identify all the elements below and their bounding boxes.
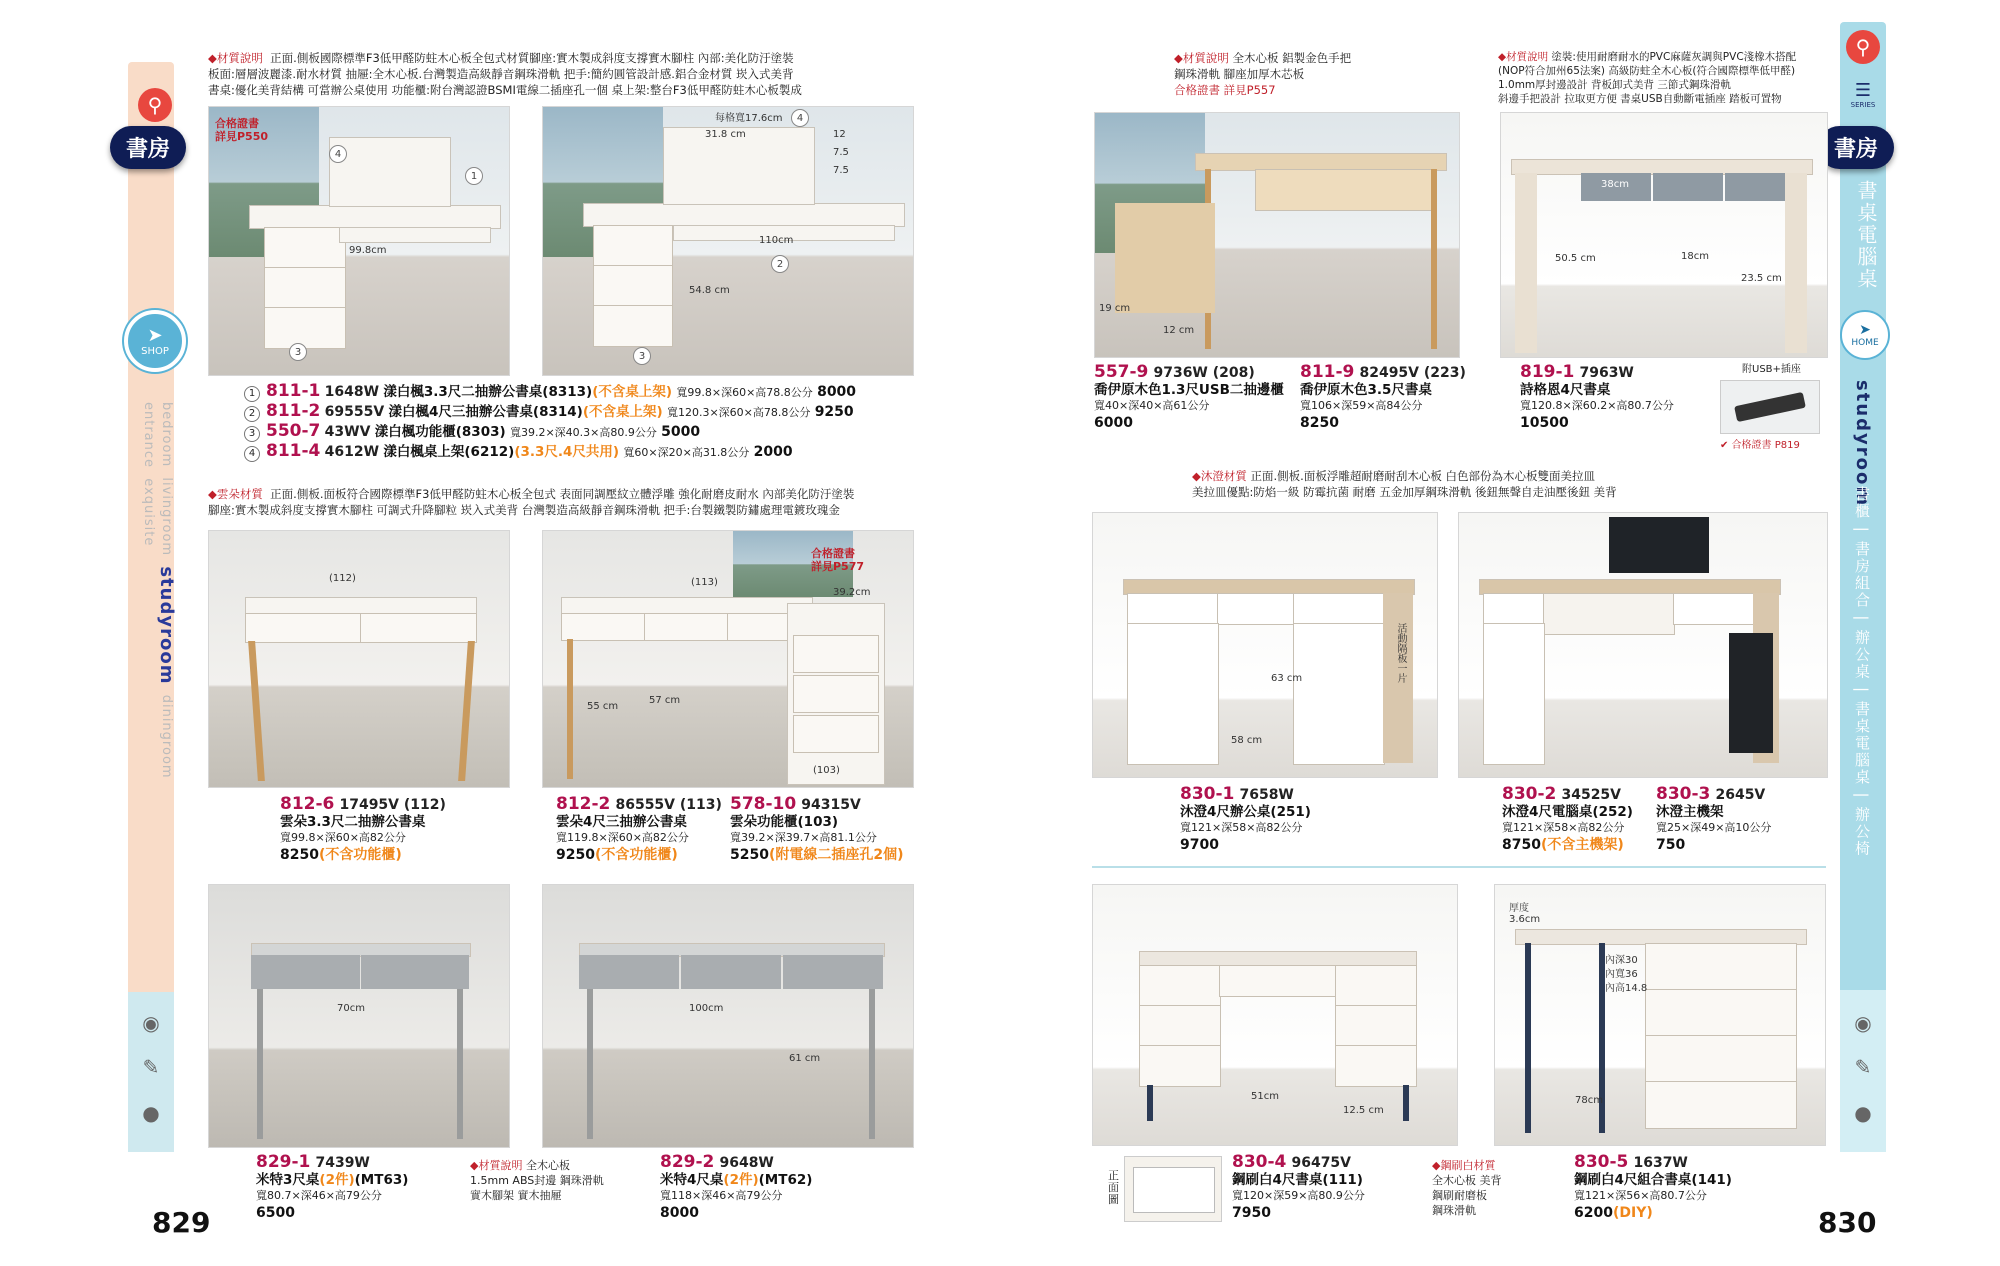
product-spec: 寬99.8×深60×高78.8公分 (676, 386, 813, 399)
product-code: 812-6 (280, 794, 335, 814)
product-spec: 寬121×深58×高82公分 (1180, 821, 1303, 834)
left-mid-description: ◆雲朵材質 正面.側板.面板符合國際標準F3低甲醛防蛀木心板全包式 表面同調壓紋立體浮雕 強化耐磨皮耐水 內部美化防汙塗裝 腳座:實木製成斜度支撐實木腳柱 可調式升降腳粒 崁入式美背 台灣製造高級靜音鋼珠滑軌 把手:台製鐵製防鏽處理電鍍玫瑰金 (208, 487, 855, 517)
product-item (280, 796, 446, 863)
product-item (1232, 1154, 1365, 1221)
product-header (256, 1154, 408, 1171)
camera-icon-right[interactable]: ◉ (1854, 1011, 1872, 1035)
product-price: 750 (1656, 837, 1686, 853)
dim-label: 活動隔板一片 (1395, 623, 1406, 683)
product-price-line (1180, 836, 1311, 853)
dim-label: 7.5 (833, 147, 849, 158)
product-note: (不含功能櫃) (318, 847, 402, 863)
dim-label: 7.5 (833, 165, 849, 176)
product-price-line (660, 1204, 812, 1221)
product-code: 812-2 (556, 794, 611, 814)
desk-photo-830-1 (1092, 512, 1438, 778)
left-top-description: ◆材質說明 正面.側板國際標準F3低甲醛防蛀木心板全包式材質腳座:實木製成斜度支撐實木腳柱 內部:美化防汙塗裝 板面:層層波麗漆.耐水材質 抽屜:全木心板.台灣製造高級靜音鋼珠滑軌 把手:簡約圓管設計感.鋁合金材質 崁入式美背 書桌:優化美背結構 可當辦公桌使用 功能櫃:附台灣認證BSMI電線二插座孔一個 桌上架:整台F3低甲醛防蛀木心板製成 (208, 51, 802, 97)
shop-label: SHOP (141, 346, 169, 357)
dim-label: 19 cm (1099, 303, 1131, 314)
dim-label: 70cm (337, 1003, 365, 1014)
product-note: (不含主機架) (1540, 837, 1624, 853)
product-item (1574, 1154, 1732, 1221)
product-price-line (1520, 414, 1674, 431)
product-header (1094, 364, 1284, 381)
product-item (1656, 786, 1771, 853)
dim-label: (112) (329, 573, 356, 584)
product-header (660, 1154, 812, 1171)
product-price: 8000 (660, 1205, 699, 1221)
left-room-nav (141, 402, 177, 802)
product-price: 6000 (1094, 415, 1133, 431)
dim-label: 18cm (1681, 251, 1709, 262)
dim-label: 110cm (759, 235, 794, 246)
edit-icon-right[interactable]: ✎ (1854, 1055, 1872, 1079)
dim-label: 63 cm (1271, 673, 1303, 684)
product-item (556, 796, 722, 863)
product-name-line (256, 1171, 408, 1188)
product-name: 米特4尺桌 (660, 1172, 724, 1188)
product-name: 沐澄4尺辦公桌(251) (1180, 804, 1311, 820)
microphone-icon[interactable]: ● (142, 1101, 160, 1125)
nav-diningroom[interactable]: diningroom (159, 694, 174, 779)
product-spec: 寬120×深59×高80.9公分 (1232, 1189, 1365, 1202)
desk-photo-811-1: 4 1 3 合格證書 詳見P550 99.8cm (208, 106, 510, 376)
right-mid-description: ◆沐澄材質 正面.側板.面板浮雕超耐磨耐刮木心板 白色部份為木心板雙面美拉皿 美拉皿優點:防焰一級 防霉抗菌 耐磨 五金加厚鋼珠滑軌 後鈕無聲自走油壓後鈕 美背 (1192, 469, 1617, 499)
dim-label: 38cm (1601, 179, 1629, 190)
product-model: 94315V (801, 797, 861, 813)
dim-label: (113) (691, 577, 718, 588)
product-name: 沐澄4尺電腦桌(252) (1502, 804, 1633, 820)
product-name: 米特3尺桌 (256, 1172, 320, 1188)
desk-photo-812-2 (542, 530, 914, 788)
home-button[interactable] (1840, 310, 1890, 360)
product-item (1520, 364, 1674, 431)
product-note: (3.3尺.4尺共用) (514, 444, 620, 460)
product-model: 9648W (719, 1155, 774, 1171)
dim-label: 61 cm (789, 1053, 821, 1064)
product-name: 喬伊原木色1.3尺USB二抽邊櫃 (1094, 382, 1284, 398)
product-name-line (1094, 381, 1284, 398)
product-model: 1637W (1633, 1155, 1688, 1171)
search-icon[interactable]: ⚲ (138, 88, 172, 122)
product-spec: 寬39.2×深40.3×高80.9公分 (509, 426, 657, 439)
product-name-line (1520, 381, 1674, 398)
dim-label: 12 (833, 129, 846, 140)
product-list-row (244, 382, 856, 402)
product-code: 811-2 (266, 401, 321, 421)
desk-photo-819-1 (1500, 112, 1828, 358)
product-header (1502, 786, 1633, 803)
page-number-right: 830 (1818, 1206, 1877, 1239)
front-view-label: 正面圖 (1108, 1169, 1119, 1206)
dim-label: 55 cm (587, 701, 619, 712)
cert-badge-811: 合格證書 詳見P550 (215, 117, 269, 143)
product-spec: 寬80.7×深46×高79公分 (256, 1189, 382, 1202)
dim-label: 39.2cm (833, 587, 871, 598)
product-code: 829-1 (256, 1152, 311, 1172)
product-spec: 寬60×深20×高31.8公分 (623, 446, 750, 459)
right-nav-list[interactable]: 書櫃 | 書房組合 | 辦公桌 | 書桌電腦桌 | 辦公椅 (1853, 486, 1871, 858)
row-number: 3 (244, 426, 260, 442)
product-header (1300, 364, 1466, 381)
product-price: 6200 (1574, 1205, 1613, 1221)
product-model-code: (MT62) (758, 1172, 813, 1188)
product-name-line (1574, 1171, 1732, 1188)
section-divider (1092, 866, 1826, 868)
product-price-line (1300, 414, 1466, 431)
pin-icon: ➤ (1859, 322, 1871, 338)
product-code: 811-4 (266, 441, 321, 461)
product-item (1094, 364, 1284, 431)
product-price-line (280, 846, 446, 863)
product-name: 沐澄主機架 (1656, 804, 1724, 820)
desk-photo-830-2 (1458, 512, 1828, 778)
right-section-tab[interactable]: 書房 (1818, 126, 1894, 169)
product-code: 830-3 (1656, 784, 1711, 804)
product-model: 2645V (1715, 787, 1766, 803)
menu-icon[interactable]: ☰ SERIES (1850, 80, 1876, 109)
dim-label: 58 cm (1231, 735, 1263, 746)
product-spec: 寬40×深40×高61公分 (1094, 399, 1210, 412)
product-spec: 寬120.8×深60.2×高80.7公分 (1520, 399, 1674, 412)
product-code: 830-1 (1180, 784, 1235, 804)
product-name: 鋼刷白4尺書桌(111) (1232, 1172, 1363, 1188)
desk-photo-557-9 (1094, 112, 1460, 358)
product-item (1502, 786, 1633, 853)
product-header (1656, 786, 1771, 803)
product-note: (不含功能櫃) (594, 847, 678, 863)
dim-label: 31.8 cm (705, 129, 746, 140)
product-name: 雲朵4尺三抽辦公書桌 (556, 814, 687, 830)
product-name: 雲朵功能櫃(103) (730, 814, 839, 830)
product-model: 86555V (113) (615, 797, 722, 813)
product-model: 69555V (324, 404, 385, 420)
product-list-row (244, 402, 854, 422)
product-name: 雲朵3.3尺二抽辦公書桌 (280, 814, 426, 830)
dim-label: 100cm (689, 1003, 724, 1014)
product-name-line (730, 813, 904, 830)
product-code: 819-1 (1520, 362, 1575, 382)
product-name: 詩格恩4尺書桌 (1520, 382, 1611, 398)
dim-label: 內深30 (1605, 955, 1638, 966)
product-price: 5000 (661, 424, 701, 440)
dim-label: 內寬36 (1605, 969, 1638, 980)
product-model: 17495V (112) (339, 797, 446, 813)
product-model: 9736W (208) (1153, 365, 1255, 381)
row-number: 1 (244, 386, 260, 402)
product-name-line (280, 813, 446, 830)
usb-label: 附USB+插座 (1742, 364, 1801, 375)
product-name-line (1656, 803, 1771, 820)
product-model: 7963W (1579, 365, 1634, 381)
product-header (730, 796, 904, 813)
product-price: 8000 (817, 384, 857, 400)
product-price-line (256, 1204, 408, 1221)
socket-icon (1734, 392, 1806, 422)
product-model: 34525V (1561, 787, 1622, 803)
product-code: 829-2 (660, 1152, 715, 1172)
dim-label: 12.5 cm (1343, 1105, 1384, 1116)
product-name: 鋼刷白4尺組合書桌(141) (1574, 1172, 1732, 1188)
cert-badge-812: 合格證書 詳見P577 (811, 547, 865, 573)
edit-icon[interactable]: ✎ (142, 1055, 160, 1079)
desk-photo-812-6 (208, 530, 510, 788)
right-top-description-1: ◆材質說明 全木心板 鋁製金色手把 鋼珠滑軌 腳座加厚木芯板 合格證書 詳見P557 (1174, 51, 1352, 97)
product-price-line (730, 846, 904, 863)
dim-label: 50.5 cm (1555, 253, 1596, 264)
left-mid-desc-label: ◆雲朵材質 (208, 487, 263, 501)
left-bottom-description: ◆材質說明 全木心板 1.5mm ABS封邊 鋼珠滑軌 實木腳架 實木抽屜 (470, 1159, 604, 1202)
product-model: 7658W (1239, 787, 1294, 803)
product-code: 550-7 (266, 421, 321, 441)
product-name: 漾白楓4尺三抽辦公書桌(8314) (388, 404, 583, 420)
product-spec: 寬119.8×深60×高82公分 (556, 831, 689, 844)
product-name: 漾白楓桌上架(6212) (383, 444, 515, 460)
product-name: 漾白楓3.3尺二抽辦公書桌(8313) (383, 384, 593, 400)
product-model: 7439W (315, 1155, 370, 1171)
monitor (1609, 517, 1709, 573)
product-model: 1648W (324, 384, 380, 400)
product-note: (DIY) (1612, 1205, 1653, 1221)
dim-label: 54.8 cm (689, 285, 730, 296)
product-name-line (1232, 1171, 1365, 1188)
product-item (660, 1154, 812, 1221)
product-code: 830-4 (1232, 1152, 1287, 1172)
nav-bedroom[interactable]: bedroom (159, 402, 174, 468)
product-price: 5250 (730, 847, 769, 863)
right-vertical-title: 書桌電腦桌 (1854, 180, 1878, 290)
product-model: 82495V (223) (1359, 365, 1466, 381)
product-spec: 寬118×深46×高79公分 (660, 1189, 783, 1202)
left-top-desc-label: ◆材質說明 (208, 51, 263, 65)
dim-label: 內高14.8 (1605, 983, 1648, 994)
desk-photo-829-1 (208, 884, 510, 1148)
product-price: 8250 (1300, 415, 1339, 431)
product-name-line (1300, 381, 1466, 398)
series-label: SERIES (1850, 101, 1876, 109)
product-price-line (1094, 414, 1284, 431)
product-price-line (1574, 1204, 1732, 1221)
product-code: 578-10 (730, 794, 797, 814)
product-note: (附電線二插座孔2個) (768, 847, 904, 863)
camera-icon[interactable]: ◉ (142, 1011, 160, 1035)
product-name-line (1502, 803, 1633, 820)
product-price-line (1656, 836, 1771, 853)
pc-tower (1729, 633, 1773, 753)
product-name-line (1180, 803, 1311, 820)
product-header (556, 796, 722, 813)
dim-label: 12 cm (1163, 325, 1195, 336)
desk-photo-830-5 (1494, 884, 1826, 1146)
home-label: HOME (1851, 338, 1879, 348)
product-price: 8750 (1502, 837, 1541, 853)
right-nav-active[interactable]: studyroom (1852, 380, 1873, 508)
product-name-line (660, 1171, 812, 1188)
product-price: 10500 (1520, 415, 1569, 431)
product-spec: 寬39.2×深39.7×高81.1公分 (730, 831, 877, 844)
product-model: 4612W (324, 444, 380, 460)
product-note: (不含桌上架) (582, 404, 663, 420)
product-spec: 寬121×深56×高80.7公分 (1574, 1189, 1707, 1202)
dim-label: 23.5 cm (1741, 273, 1782, 284)
desk-photo-830-4 (1092, 884, 1458, 1146)
product-price-line (1502, 836, 1633, 853)
product-header (1232, 1154, 1365, 1171)
product-spec: 寬99.8×深60×高82公分 (280, 831, 406, 844)
product-item (1180, 786, 1311, 853)
product-item (1300, 364, 1466, 431)
product-spec: 寬121×深58×高82公分 (1502, 821, 1625, 834)
product-price: 9700 (1180, 837, 1219, 853)
product-list-row (244, 442, 793, 462)
paper-plane-icon: ➤ (147, 325, 163, 346)
nav-entrance[interactable]: entrance (141, 402, 156, 469)
dim-label: 51cm (1251, 1091, 1279, 1102)
dim-label: 每格寬17.6cm (715, 113, 783, 124)
product-name: 喬伊原木色3.5尺書桌 (1300, 382, 1432, 398)
product-price-line (556, 846, 722, 863)
product-price: 2000 (753, 444, 793, 460)
product-price-line (1232, 1204, 1365, 1221)
product-name-line (556, 813, 722, 830)
right-bottom-description: ◆鋼刷白材質 全木心板 美背 鋼刷耐磨板 鋼珠滑軌 (1432, 1159, 1502, 1217)
nav-livingroom[interactable]: livingroom (159, 477, 174, 557)
desk-photo-829-2 (542, 884, 914, 1148)
cert-badge-819: ✔ 合格證書 P819 (1720, 440, 1800, 451)
left-section-tab[interactable]: 書房 (110, 126, 186, 169)
desk-photo-811-2: 4 2 3 每格寬17.6cm 31.8 cm 12 7.5 7.5 110cm 54.8 cm (542, 106, 914, 376)
dim-label: 57 cm (649, 695, 681, 706)
product-code: 830-5 (1574, 1152, 1629, 1172)
product-spec: 寬106×深59×高84公分 (1300, 399, 1423, 412)
product-code: 557-9 (1094, 362, 1149, 382)
product-price: 9250 (814, 404, 854, 420)
product-model: 96475V (1291, 1155, 1352, 1171)
product-item (256, 1154, 408, 1221)
product-model: 43WV (324, 424, 371, 440)
product-spec: 寬120.3×深60×高78.8公分 (666, 406, 811, 419)
page-number-left: 829 (152, 1206, 211, 1239)
usb-socket-photo (1720, 380, 1820, 434)
product-note: (2件) (723, 1172, 759, 1188)
product-model-code: (MT63) (354, 1172, 409, 1188)
product-name: 漾白楓功能櫃(8303) (374, 424, 506, 440)
dim-label: (103) (813, 765, 840, 776)
product-note: (不含桌上架) (592, 384, 673, 400)
product-spec: 寬25×深49×高10公分 (1656, 821, 1772, 834)
product-price: 6500 (256, 1205, 295, 1221)
row-number: 2 (244, 406, 260, 422)
product-item (730, 796, 904, 863)
product-price: 8250 (280, 847, 319, 863)
product-code: 811-9 (1300, 362, 1355, 382)
product-header (1574, 1154, 1732, 1171)
product-price: 9250 (556, 847, 595, 863)
row-number: 4 (244, 446, 260, 462)
product-price: 7950 (1232, 1205, 1271, 1221)
shop-button[interactable] (124, 310, 186, 372)
product-note: (2件) (319, 1172, 355, 1188)
product-header (1520, 364, 1674, 381)
nav-exquisite[interactable]: exquisite (141, 478, 156, 547)
dim-label: 99.8cm (349, 245, 387, 256)
nav-studyroom[interactable]: studyroom (156, 566, 177, 685)
front-view-photo (1124, 1156, 1222, 1222)
search-icon-right[interactable]: ⚲ (1846, 30, 1880, 64)
product-header (280, 796, 446, 813)
dim-label: 78cm (1575, 1095, 1603, 1106)
product-code: 811-1 (266, 381, 321, 401)
microphone-icon-right[interactable]: ● (1854, 1101, 1872, 1125)
dim-label: 厚度 3.6cm (1509, 903, 1541, 925)
right-top-description-2: ◆材質說明 塗裝:使用耐磨耐水的PVC麻薩灰調與PVC淺橡木搭配 (NOP符合加州65法案) 高級防蛀全木心板(符合國際標準低甲醛) 1.0mm厚封邊設計 背板卸式美背 三節式鋼珠滑軌 斜邊手把設計 拉取更方便 書桌USB自動斷電插座 踏板可置物 (1498, 51, 1797, 105)
product-code: 830-2 (1502, 784, 1557, 804)
product-header (1180, 786, 1311, 803)
product-list-row (244, 422, 700, 442)
